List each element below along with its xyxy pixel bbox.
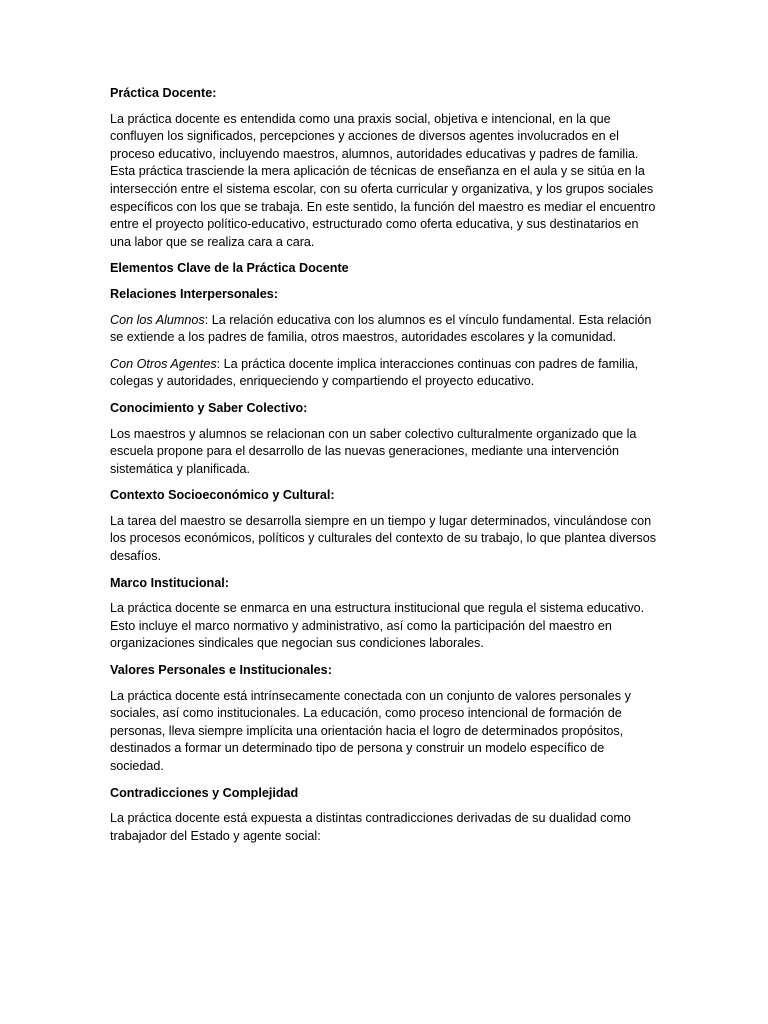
- intro-paragraph: La práctica docente es entendida como una praxis social, objetiva e intencional, en la que confluyen los significados, percepciones y acciones de diversos agentes involucrados en el proceso educativo, incluyendo maestros, alumnos, autoridades educativas y padres de familia. Esta práctica trasciende la mera aplicación de técnicas de enseñanza en el aula y se sitúa en la intersección entre el sistema escolar, con su oferta curricular y organizativa, y los grupos sociales específicos con los que se trabaja. En este sentido, la función del maestro es mediar el encuentro entre el proyecto político-educativo, estructurado como oferta educativa, y sus destinatarios en una labor que se realiza cara a cara.: [110, 111, 656, 249]
- conocimiento-paragraph: Los maestros y alumnos se relacionan con un saber colectivo culturalmente organizado que la escuela propone para el desarrollo de las nuevas generaciones, mediante una intervención sistemática y planificada.: [110, 426, 637, 476]
- contradicciones-paragraph: La práctica docente está expuesta a distintas contradicciones derivadas de su dualidad como trabajador del Estado y agente social:: [110, 811, 631, 843]
- valores-paragraph: La práctica docente está intrínsecamente conectada con un conjunto de valores personales y sociales, así como institucionales. La educación, como proceso intencional de formación de personas, lleva siempre implícita una orientación hacia el logro de determinados propósitos, destinados a formar un determinado tipo de persona y construir un modelo específico de sociedad.: [110, 688, 631, 773]
- document-title: Práctica Docente:: [110, 86, 217, 100]
- relations-agentes-paragraph: [110, 356, 658, 391]
- alumnos-term: Con los Alumnos: [110, 312, 205, 327]
- conocimiento-heading: Conocimiento y Saber Colectivo:: [110, 400, 308, 415]
- section-heading: Elementos Clave de la Práctica Docente: [110, 261, 349, 276]
- contexto-heading: Contexto Socioeconómico y Cultural:: [110, 488, 335, 503]
- marco-heading: Marco Institucional:: [110, 575, 229, 590]
- relations-heading: Relaciones Interpersonales:: [110, 286, 278, 301]
- valores-heading: Valores Personales e Institucionales:: [110, 663, 332, 678]
- relations-alumnos-paragraph: [110, 312, 658, 347]
- contradicciones-heading: Contradicciones y Complejidad: [110, 785, 299, 800]
- contexto-paragraph: La tarea del maestro se desarrolla siempre en un tiempo y lugar determinados, vinculándose con los procesos económicos, políticos y culturales del contexto de su trabajo, lo que plantea diversos desafíos.: [110, 513, 657, 564]
- agentes-term: Con Otros Agentes: [110, 356, 217, 371]
- marco-paragraph: La práctica docente se enmarca en una estructura institucional que regula el sistema educativo. Esto incluye el marco normativo y administrativo, así como la participación del maestro en organizaciones sindicales que negocian sus condiciones laborales.: [110, 601, 645, 651]
- agentes-text: : La práctica docente implica interacciones continuas con padres de familia, colegas y autoridades, enriqueciendo y compartiendo el proyecto educativo.: [110, 356, 639, 389]
- document-page: [110, 85, 658, 854]
- alumnos-text: : La relación educativa con los alumnos es el vínculo fundamental. Esta relación se extiende a los padres de familia, otros maestros, autoridades escolares y la comunidad.: [110, 312, 652, 345]
